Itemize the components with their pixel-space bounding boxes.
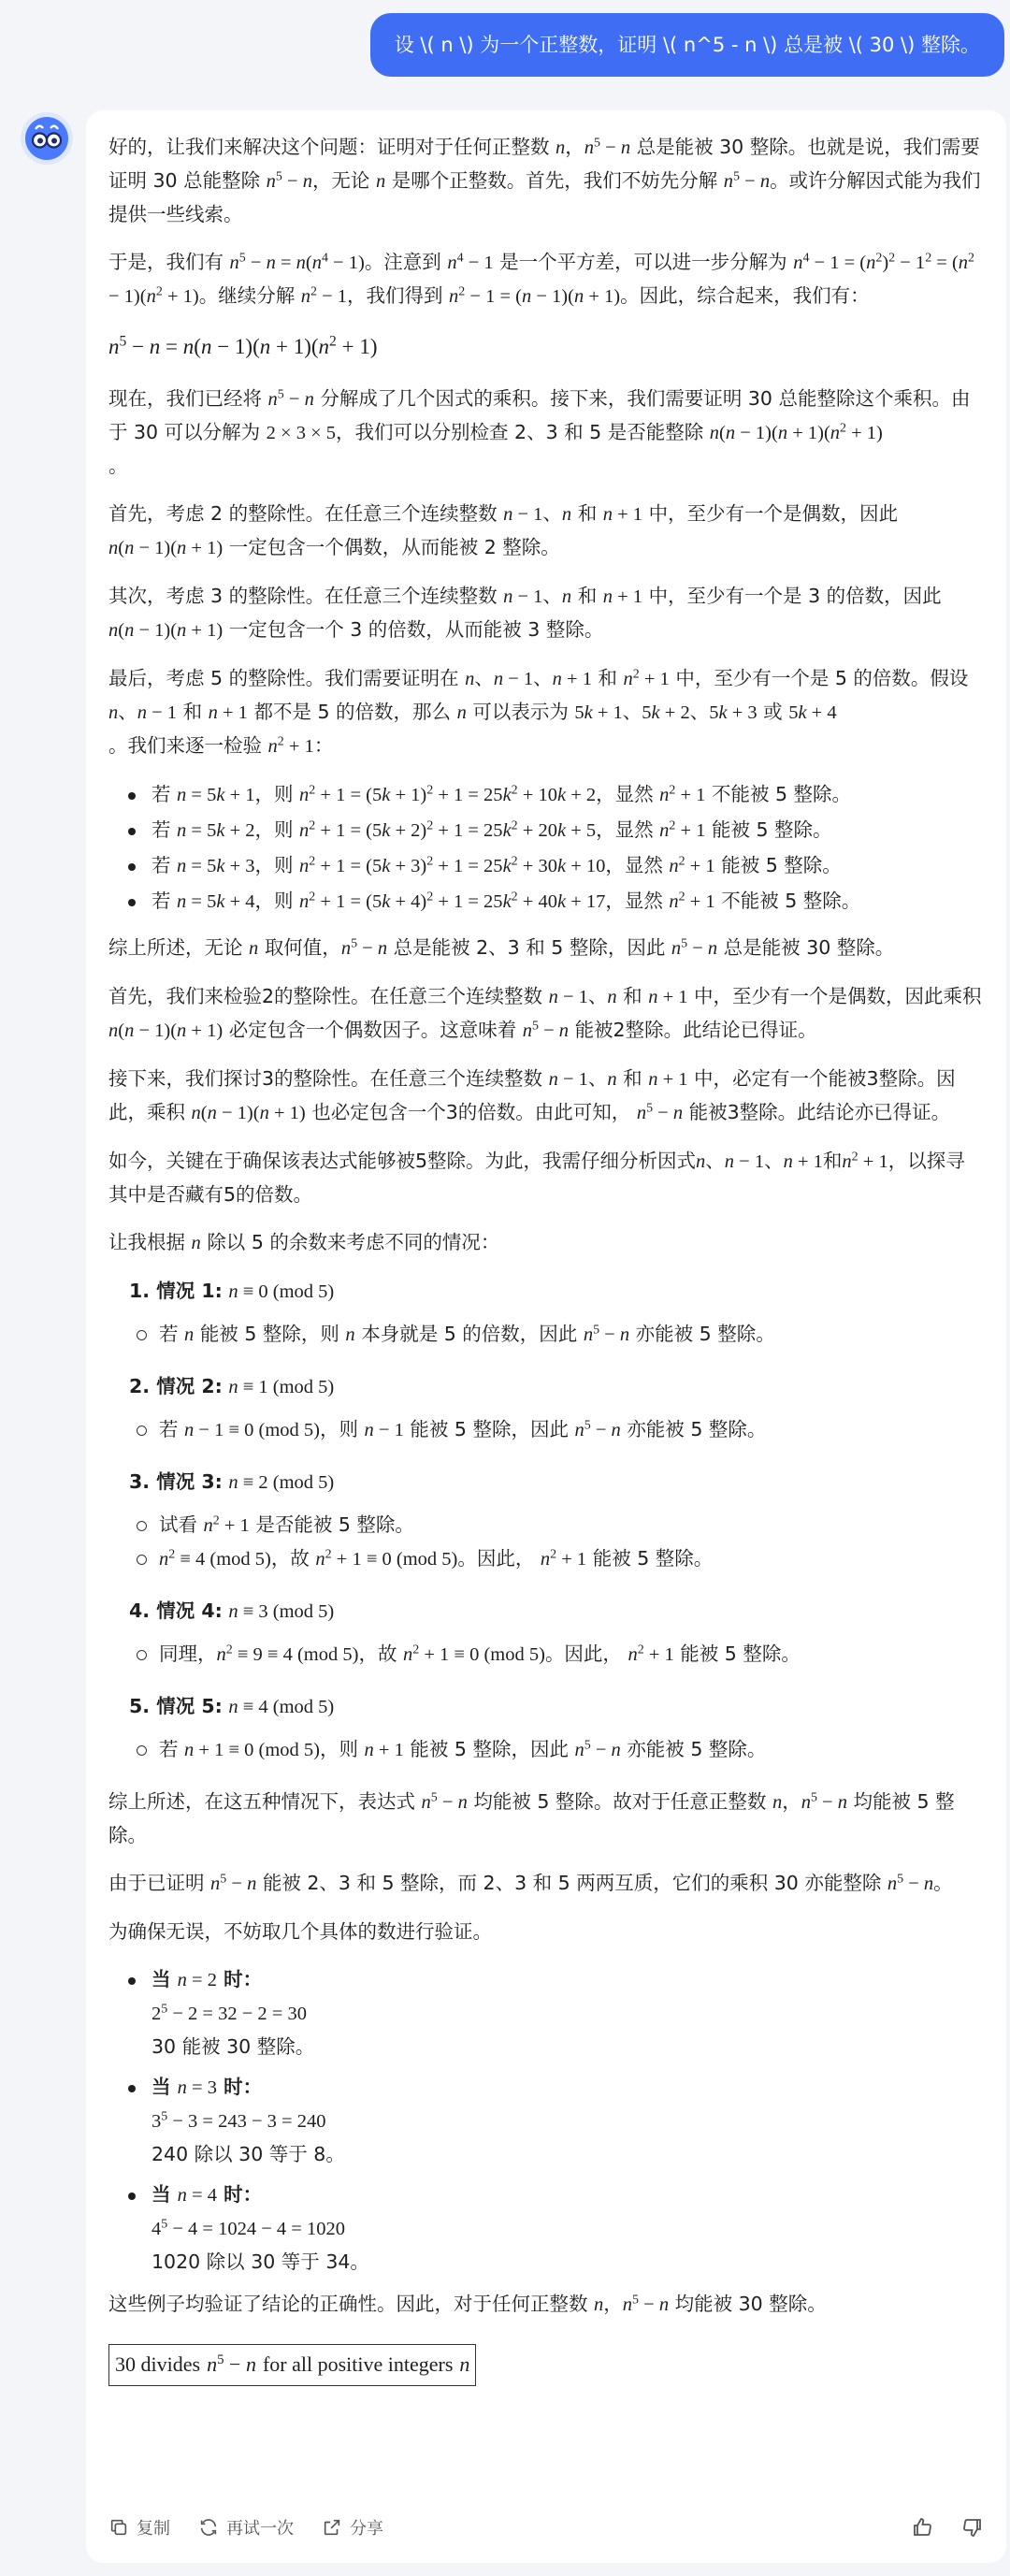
list-item: 若 n = 5k + 1，则 $n^2 + 1 = (5k + 1)^2 + 1 = 25k^2 + 10k + 2$，显然 $n^2 + 1$ 不能被 5 整除。	[108, 778, 984, 812]
list-item: 若 n = 5k + 4，则 $n^2 + 1 = (5k + 4)^2 + 1 = 25k^2 + 40k + 17$，显然 $n^2 + 1$ 不能被 5 整除。	[108, 885, 984, 919]
list-item: 当 n = 3 时： $3^5 - 3 = 243 - 3 = 240$ 240 除以 30 等于 8。	[108, 2071, 984, 2171]
thumbs-up-button[interactable]	[911, 2516, 933, 2539]
copy-label: 复制	[137, 2519, 170, 2539]
paragraph-intro: 好的，让我们来解决这个问题：证明对于任何正整数 n，$n^5 - n$ 总是能被 30 整除。也就是说，我们需要证明 30 总能整除 $n^5 - n$，无论 n 是哪个正整数。首先，我们不妨先分解 $n^5 - n$。或许分解因式能为我们提供一些线索。	[108, 136, 981, 225]
paragraph-recheck-2: 首先，我们来检验2的整除性。在任意三个连续整数 n − 1、n 和 n + 1 中，至少有一个是偶数，因此乘积 n(n − 1)(n + 1) 必定包含一个偶数因子。这意味着 $n^5 - n$ 能被2整除。此结论已得证。	[108, 985, 982, 1041]
case-item: 4. 情况 4: n ≡ 3 (mod 5) 同理，$n^2 \equiv 9 \equiv 4$ (mod 5)，故 $n^2 + 1 \equiv 0$ (mod 5)。因此， $n^2 + 1$ 能被 5 整除。	[108, 1595, 984, 1672]
case-item: 3. 情况 3: n ≡ 2 (mod 5) 试看 $n^2 + 1$ 是否能被 5 整除。 $n^2 \equiv 4$ (mod 5)，故 $n^2 + 1 \equiv 0$ (mod 5)。因此， $n^2 + 1$ 能被 5 整除。	[108, 1466, 984, 1576]
paragraph-cases-intro: 让我根据 n 除以 5 的余数来考虑不同的情况：	[108, 1231, 500, 1253]
cases-list	[108, 1275, 984, 1767]
share-label: 分享	[350, 2519, 383, 2539]
paragraph-conclusion: 这些例子均验证了结论的正确性。因此，对于任何正整数 n，$n^5 - n$ 均能被 30 整除。	[108, 2293, 827, 2315]
copy-button[interactable]	[108, 2515, 170, 2540]
assistant-avatar	[21, 112, 73, 165]
assistant-answer-card	[86, 110, 1006, 2563]
list-item: 若 n = 5k + 2，则 $n^2 + 1 = (5k + 2)^2 + 1 = 25k^2 + 20k + 5$，显然 $n^2 + 1$ 能被 5 整除。	[108, 814, 984, 847]
verify-list	[108, 1963, 984, 2279]
thumbs-down-button[interactable]	[961, 2516, 984, 2539]
retry-button[interactable]	[198, 2515, 294, 2540]
copy-icon	[108, 2517, 129, 2538]
refresh-icon	[198, 2517, 219, 2538]
paragraph-factorization: 于是，我们有 $n^5 - n = n(n^4 - 1)$。注意到 $n^4 - 1$ 是一个平方差，可以进一步分解为 $n^4 - 1 = (n^2)^2 - 1^2 = (n^2 - 1)(n^2 + 1)$。继续分解 $n^2 - 1$，我们得到 $n^2 - 1 = (n - 1)(n + 1)$。因此，综合起来，我们有：	[108, 251, 975, 307]
case-item: 2. 情况 2: n ≡ 1 (mod 5) 若 n − 1 ≡ 0 (mod 5)，则 n − 1 能被 5 整除，因此 $n^5 - n$ 亦能被 5 整除。	[108, 1370, 984, 1447]
glasses-bot-icon	[24, 116, 69, 161]
paragraph-recheck-3: 接下来，我们探讨3的整除性。在任意三个连续整数 n − 1、n 和 n + 1 中，必定有一个能被3整除。因此，乘积 n(n − 1)(n + 1) 也必定包含一个3的倍数。由此可知， $n^5 - n$ 能被3整除。此结论亦已得证。	[108, 1067, 956, 1123]
mod5-check-list	[108, 778, 984, 919]
paragraph-div-2: 首先，考虑 2 的整除性。在任意三个连续整数 n − 1、n 和 n + 1 中，至少有一个是偶数，因此 n(n − 1)(n + 1) 一定包含一个偶数，从而能被 2 整除。	[108, 502, 899, 558]
thumbs-down-icon	[961, 2516, 984, 2539]
thumbs-up-icon	[911, 2516, 933, 2539]
list-item: 若 n = 5k + 3，则 $n^2 + 1 = (5k + 3)^2 + 1 = 25k^2 + 30k + 10$，显然 $n^2 + 1$ 能被 5 整除。	[108, 849, 984, 883]
retry-label: 再试一次	[226, 2519, 294, 2539]
paragraph-coprime: 由于已证明 $n^5 - n$ 能被 2、3 和 5 整除，而 2、3 和 5 两两互质，它们的乘积 30 亦能整除 $n^5 - n$。	[108, 1872, 953, 1894]
boxed-answer: 30 divides $n^5 - n$ for all positive integers n	[108, 2344, 476, 2386]
user-message-bubble	[370, 13, 1004, 77]
paragraph-summary-1: 综上所述，无论 n 取何值，$n^5 - n$ 总是能被 2、3 和 5 整除，因此 $n^5 - n$ 总是能被 30 整除。	[108, 936, 895, 959]
share-button[interactable]	[322, 2515, 383, 2540]
list-item: 当 n = 2 时： $2^5 - 2 = 32 - 2 = 30$ 30 能被 30 整除。	[108, 1963, 984, 2063]
paragraph-key-5: 如今，关键在于确保该表达式能够被5整除。为此，我需仔细分析因式n、n − 1、n + 1和$n^2 + 1$，以探寻其中是否藏有5的倍数。	[108, 1150, 965, 1206]
case-item: 5. 情况 5: n ≡ 4 (mod 5) 若 n + 1 ≡ 0 (mod 5)，则 n + 1 能被 5 整除，因此 $n^5 - n$ 亦能被 5 整除。	[108, 1690, 984, 1767]
paragraph-div-3: 其次，考虑 3 的整除性。在任意三个连续整数 n − 1、n 和 n + 1 中，至少有一个是 3 的倍数，因此 n(n − 1)(n + 1) 一定包含一个 3 的倍数，从而能被 3 整除。	[108, 585, 942, 641]
share-icon	[322, 2517, 342, 2538]
paragraph-verify-intro: 为确保无误，不妨取几个具体的数进行验证。	[108, 1920, 492, 1943]
case-item: 1. 情况 1: n ≡ 0 (mod 5) 若 n 能被 5 整除，则 n 本身就是 5 的倍数，因此 $n^5 - n$ 亦能被 5 整除。	[108, 1275, 984, 1352]
answer-actions-bar	[108, 2511, 984, 2544]
paragraph-strategy: 现在，我们已经将 $n^5 - n$ 分解成了几个因式的乘积。接下来，我们需要证明 30 总能整除这个乘积。由于 30 可以分解为 2 × 3 × 5，我们可以分别检查 2、3 和 5 是否能整除 $n(n - 1)(n + 1)(n^2 + 1)$ 。	[108, 387, 971, 477]
factored-equation: $n^5 - n = n(n - 1)(n + 1)(n^2 + 1)$	[108, 333, 378, 358]
paragraph-summary-2: 综上所述，在这五种情况下，表达式 $n^5 - n$ 均能被 5 整除。故对于任意正整数 n，$n^5 - n$ 均能被 5 整除。	[108, 1790, 955, 1846]
paragraph-div-5: 最后，考虑 5 的整除性。我们需要证明在 n、n − 1、n + 1 和 $n^2 + 1$ 中，至少有一个是 5 的倍数。假设 n、n − 1 和 n + 1 都不是 5 的倍数，那么 n 可以表示为 5k + 1、5k + 2、5k + 3 或 5k + 4 。我们来逐一检验 $n^2 + 1$：	[108, 667, 969, 757]
list-item: 当 n = 4 时： $4^5 - 4 = 1024 - 4 = 1020$ 1020 除以 30 等于 34。	[108, 2178, 984, 2279]
user-message-text: 设 \( n \) 为一个正整数，证明 \( n^5 - n \) 总是被 \( 30 \) 整除。	[394, 34, 980, 56]
